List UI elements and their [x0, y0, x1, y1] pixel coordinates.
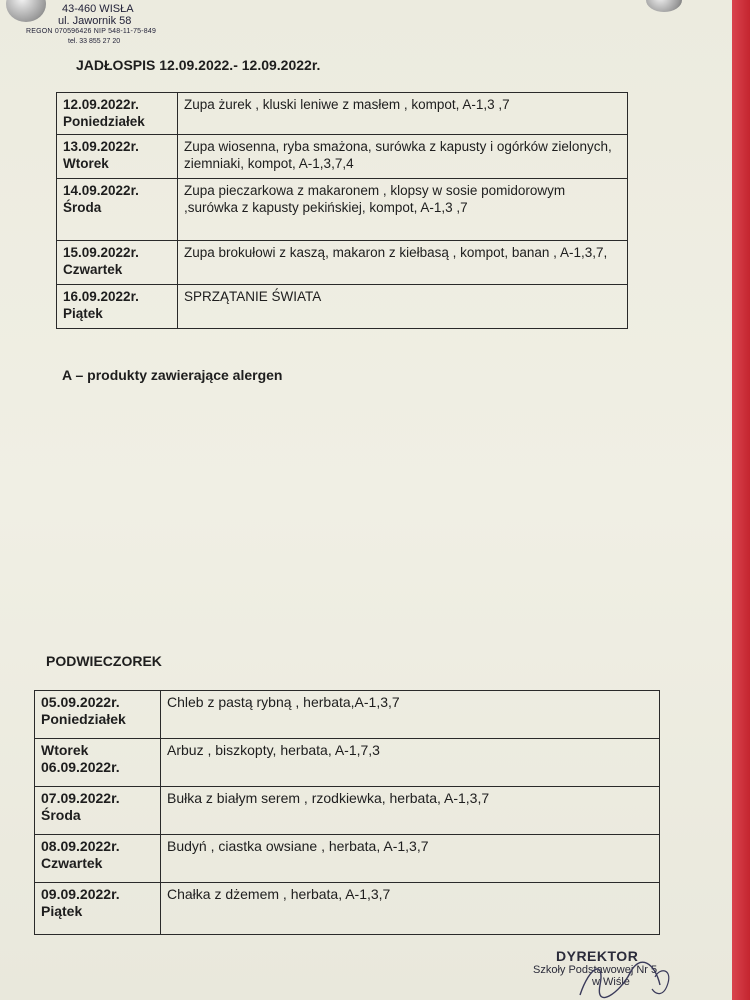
day-cell: [35, 883, 161, 935]
table-row: [57, 179, 628, 241]
date-label: 16.09.2022r.: [63, 289, 139, 304]
day-line-2: Piątek: [41, 903, 83, 919]
weekday-label: Piątek: [63, 306, 103, 321]
date-label: 14.09.2022r.: [63, 183, 139, 198]
day-cell: [35, 739, 161, 787]
date-label: 13.09.2022r.: [63, 139, 139, 154]
day-cell: [57, 135, 178, 179]
snack-section-title: PODWIECZOREK: [46, 653, 162, 669]
day-cell: [35, 787, 161, 835]
day-cell: [57, 241, 178, 285]
weekday-label: Wtorek: [63, 156, 109, 171]
table-row: [57, 285, 628, 329]
day-cell: [35, 835, 161, 883]
red-background-edge: [732, 0, 750, 1000]
weekday-label: Czwartek: [63, 262, 123, 277]
table-row: [57, 135, 628, 179]
handwritten-signature-icon: [560, 955, 680, 1000]
table-row: [35, 835, 660, 883]
dish-cell: Chałka z dżemem , herbata, A-1,3,7: [161, 883, 660, 935]
dish-cell: Zupa żurek , kluski leniwe z masłem , kompot, A-1,3 ,7: [178, 93, 628, 135]
day-cell: [35, 691, 161, 739]
allergen-legend: A – produkty zawierające alergen: [62, 367, 283, 383]
table-row: [35, 691, 660, 739]
stamp-phone: tel. 33 855 27 20: [68, 38, 121, 45]
day-line-2: Środa: [41, 807, 81, 823]
day-cell: [57, 285, 178, 329]
day-line-2: 06.09.2022r.: [41, 759, 120, 775]
day-cell: [57, 93, 178, 135]
day-line-2: Czwartek: [41, 855, 103, 871]
menu-title: JADŁOSPIS 12.09.2022.- 12.09.2022r.: [76, 57, 321, 73]
signature-role: DYREKTOR: [556, 948, 639, 964]
weekday-label: Środa: [63, 200, 102, 215]
day-line-1: Wtorek: [41, 742, 89, 758]
stamp-street: ul. Jawornik 58: [58, 15, 132, 27]
school-stamp: [26, 0, 226, 50]
table-row: [35, 883, 660, 935]
table-row: [57, 93, 628, 135]
dish-cell: Zupa brokułowi z kaszą, makaron z kiełbasą , kompot, banan , A-1,3,7,: [178, 241, 628, 285]
day-line-1: 08.09.2022r.: [41, 838, 120, 854]
dish-cell: Zupa wiosenna, ryba smażona, surówka z kapusty i ogórków zielonych, ziemniaki, kompot, A-1,3,7,4: [178, 135, 628, 179]
day-line-1: 09.09.2022r.: [41, 886, 120, 902]
date-label: 15.09.2022r.: [63, 245, 139, 260]
stamp-city: 43-460 WISŁA: [62, 3, 134, 15]
dish-cell: Zupa pieczarkowa z makaronem , klopsy w sosie pomidorowym ,surówka z kapusty pekińskiej, kompot, A-1,3 ,7: [178, 179, 628, 241]
weekday-label: Poniedziałek: [63, 114, 145, 129]
day-line-2: Poniedziałek: [41, 711, 126, 727]
day-line-1: 07.09.2022r.: [41, 790, 120, 806]
dish-cell: Budyń , ciastka owsiane , herbata, A-1,3,7: [161, 835, 660, 883]
dish-cell: Chleb z pastą rybną , herbata,A-1,3,7: [161, 691, 660, 739]
stamp-regon-nip: REGON 070596426 NIP 548-11-75-849: [26, 28, 157, 35]
lunch-menu-table: [56, 92, 628, 329]
dish-cell: Arbuz , biszkopty, herbata, A-1,7,3: [161, 739, 660, 787]
signature-school: Szkoły Podstawowej Nr 5: [533, 964, 658, 976]
table-row: [35, 787, 660, 835]
date-label: 12.09.2022r.: [63, 97, 139, 112]
table-row: [35, 739, 660, 787]
signature-town: w Wiśle: [592, 976, 630, 988]
day-cell: [57, 179, 178, 241]
day-line-1: 05.09.2022r.: [41, 694, 120, 710]
dish-cell: Bułka z białym serem , rzodkiewka, herbata, A-1,3,7: [161, 787, 660, 835]
snack-menu-table: [34, 690, 660, 935]
dish-cell: SPRZĄTANIE ŚWIATA: [178, 285, 628, 329]
table-row: [57, 241, 628, 285]
